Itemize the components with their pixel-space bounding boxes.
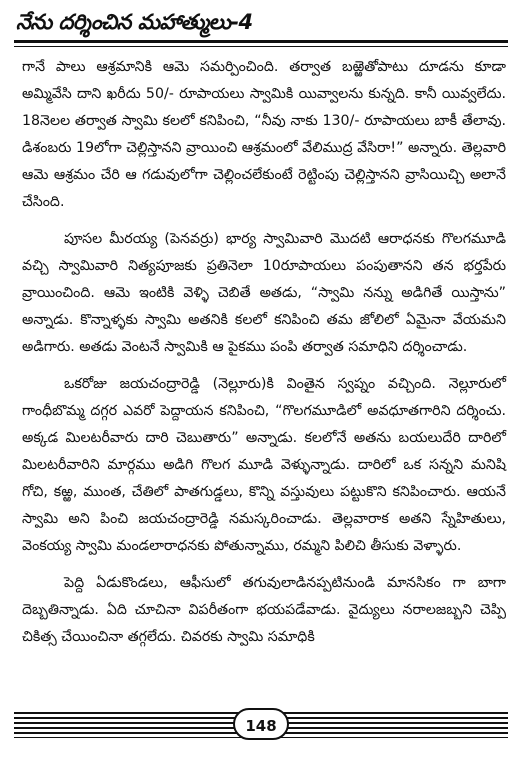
- page-footer: [14, 706, 508, 744]
- paragraph-1: [22, 54, 506, 216]
- paragraph-1-text: గానే పాలు ఆశ్రమానికి ఆమె సమర్పించింది. తర్వాత బఱ్ఱెతోపాటు దూడను కూడా అమ్మివేసి దాని ఖరీదు 50/- రూపాయలు స్వామికి యివ్వాలను కున్నది. కానీ యివ్వలేదు. 18నెలల తర్వాత స్వామి కలలో కనిపించి, “నీవు నాకు 130/- రూపాయలు బాకీ తేలావు. డిశంబరు 19లోగా చెల్లిస్తానని వ్రాయించి ఆశ్రమంలో వేలిముద్ర వేసిరా!” అన్నారు. తెల్లవారి ఆమె ఆశ్రమం చేరి ఆ గడువులోగా చెల్లించలేకుంటే రెట్టింపు చెల్లిస్తానని వ్రాసియిచ్చి అలానే చేసింది.: [22, 59, 506, 210]
- running-title: నేను దర్శించిన మహాత్ములు-4: [16, 10, 259, 40]
- page-header: [14, 10, 508, 44]
- paragraph-3-text: ఒకరోజు జయచంద్రారెడ్డి (నెల్లూరు)కి వింతైన స్వప్నం వచ్చింది. నెల్లూరులో గాంధీబొమ్మ దగ్గర ఎవరో పెద్దాయన కనిపించి, “గొలగమూడిలో అవధూతగారిని దర్శించు. అక్కడ మిలటరీవారు దారి చెబుతారు” అన్నాడు. కలలోనే అతను బయలుదేరి దారిలో మిలటరీవారిని మార్గము అడిగి గొలగ మూడి వెళ్ళున్నాడు. దారిలో ఒక సన్నని మనిషి గోచి, కఱ్ఱ, ముంత, చేతిలో పాతగుడ్డలు, కొన్ని వస్తువులు పట్టుకొని కనిపించారు. ఆయనే స్వామి అని పించి జయచంద్రారెడ్డి నమస్కరించాడు. తెల్లవారాక అతని స్నేహితులు, వెంకయ్య స్వామి మండలారాధనకు పోతున్నాము, రమ్మని పిలిచి తీసుకు వెళ్ళారు.: [22, 376, 506, 554]
- header-rule-thin: [14, 46, 508, 47]
- body-text: [22, 54, 506, 651]
- paragraph-3: [22, 371, 506, 560]
- paragraph-4-text: పెద్ది ఏడుకొండలు, ఆఫీసులో తగువులాడినప్పటినుండి మానసికం గా బాగా దెబ్బతిన్నాడు. ఏది చూచినా విపరీతంగా భయపడేవాడు. వైద్యులు నరాలజబ్బని చెప్పి చికిత్స చేయించినా తగ్గలేదు. చివరకు స్వామి సమాధికి: [22, 575, 506, 645]
- page-number: 148: [233, 708, 289, 740]
- header-rule-thick: [14, 40, 508, 43]
- paragraph-2-text: పూసల మీరయ్య (పెనవర్రు) భార్య స్వామివారి మొదటి ఆరాధనకు గొలగమూడి వచ్చి స్వామివారి నిత్యపూజకు ప్రతినెలా 10రూపాయలు పంపుతానని తన భర్తపేరు వ్రాయించింది. ఆమె ఇంటికి వెళ్ళి చెబితే అతడు, “స్వామి నన్ను అడిగితే యిస్తాను” అన్నాడు. కొన్నాళ్ళకు స్వామి అతనికి కలలో కనిపించి తమ జోలిలో ఏమైనా వేయమని అడిగారు. అతడు వెంటనే స్వామికి ఆ పైకము పంపి తర్వాత సమాధిని దర్శించాడు.: [22, 231, 506, 355]
- paragraph-4: [22, 570, 506, 651]
- paragraph-2: [22, 226, 506, 361]
